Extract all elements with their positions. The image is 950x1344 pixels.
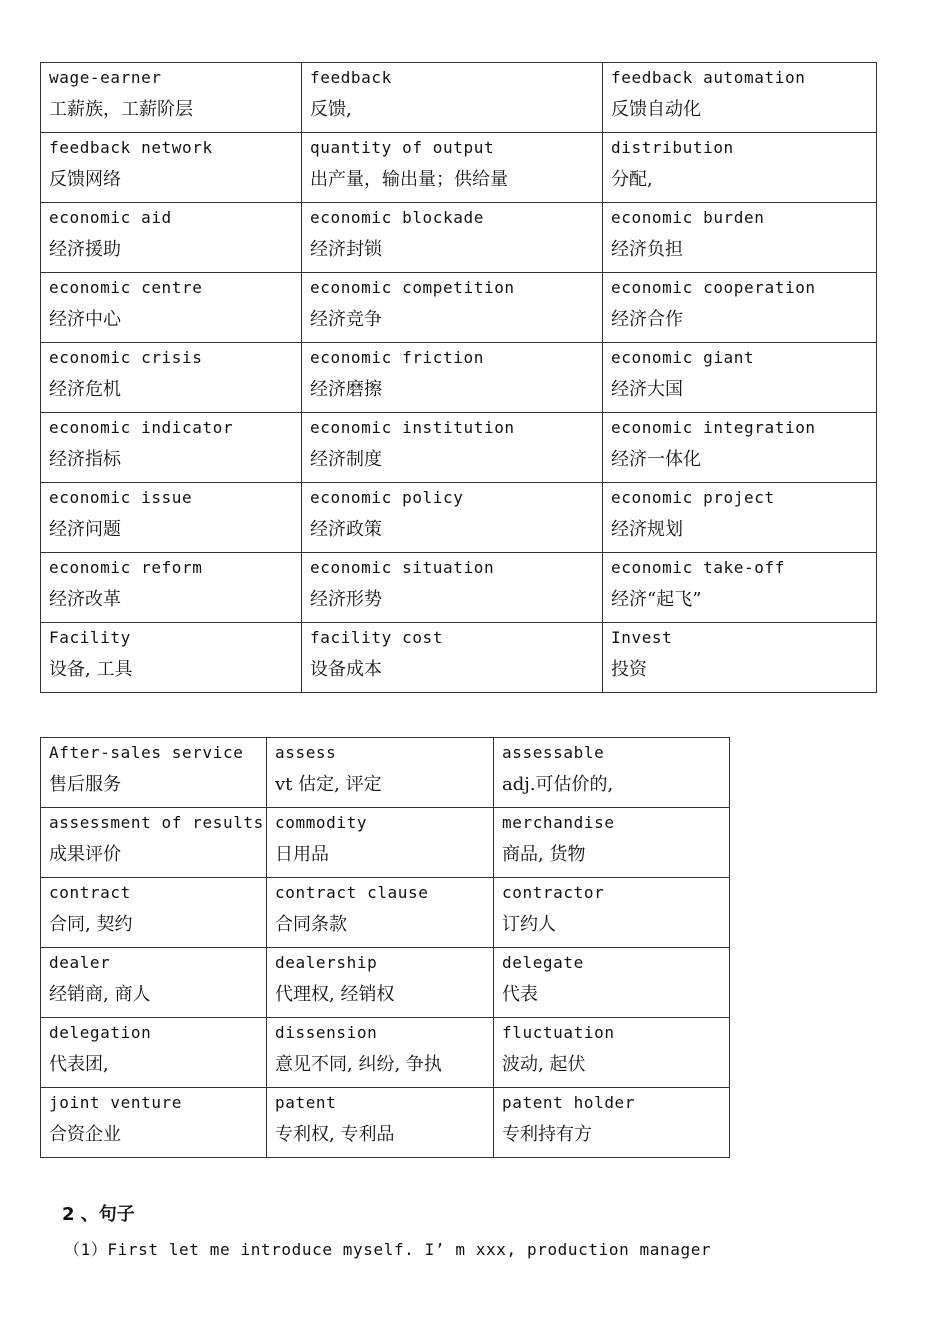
vocab-cell — [41, 273, 302, 343]
table-row — [41, 413, 877, 483]
english-term: assessment of results — [49, 813, 264, 832]
english-term: feedback automation — [611, 68, 806, 87]
english-term: economic competition — [310, 278, 515, 297]
chinese-translation: 经济指标 — [49, 449, 121, 470]
chinese-translation: 反馈网络 — [49, 169, 121, 190]
english-term: economic situation — [310, 558, 495, 577]
english-term: quantity of output — [310, 138, 495, 157]
english-term: economic burden — [611, 208, 765, 227]
vocab-cell — [302, 623, 603, 693]
english-term: After-sales service — [49, 743, 244, 762]
english-term: Invest — [611, 628, 673, 647]
vocab-cell — [494, 1088, 730, 1158]
vocab-cell — [41, 413, 302, 483]
vocab-cell — [41, 343, 302, 413]
vocab-cell — [41, 483, 302, 553]
english-term: economic integration — [611, 418, 816, 437]
english-term: assessable — [502, 743, 605, 762]
english-term: contractor — [502, 883, 605, 902]
vocab-cell — [302, 343, 603, 413]
chinese-translation: 意见不同, 纠纷, 争执 — [275, 1054, 442, 1075]
chinese-translation: 设备, 工具 — [49, 659, 133, 680]
chinese-translation: 专利权, 专利品 — [275, 1124, 395, 1145]
vocab-cell — [267, 1088, 494, 1158]
vocab-cell — [267, 1018, 494, 1088]
chinese-translation: 日用品 — [275, 844, 329, 865]
vocab-cell — [41, 738, 267, 808]
english-term: dealership — [275, 953, 378, 972]
chinese-translation: 反馈, — [310, 99, 352, 120]
vocab-cell — [603, 273, 877, 343]
table-row — [41, 623, 877, 693]
chinese-translation: 经济大国 — [611, 379, 683, 400]
vocab-table-1 — [40, 62, 877, 693]
section-heading: 2 、句子 — [62, 1204, 135, 1225]
vocab-cell — [267, 948, 494, 1018]
english-term: distribution — [611, 138, 734, 157]
vocab-table-2 — [40, 737, 730, 1158]
chinese-translation: 经济危机 — [49, 379, 121, 400]
vocab-cell — [603, 343, 877, 413]
chinese-translation: 代理权, 经销权 — [275, 984, 395, 1005]
chinese-translation: 经济竞争 — [310, 309, 382, 330]
chinese-translation: 经济负担 — [611, 239, 683, 260]
vocab-cell — [41, 203, 302, 273]
table-row — [41, 808, 730, 878]
english-term: economic blockade — [310, 208, 484, 227]
english-term: economic indicator — [49, 418, 234, 437]
vocab-cell — [603, 63, 877, 133]
chinese-translation: 专利持有方 — [502, 1124, 592, 1145]
english-term: patent — [275, 1093, 337, 1112]
chinese-translation: 经济封锁 — [310, 239, 382, 260]
chinese-translation: 经济“起飞” — [611, 589, 702, 610]
table-row — [41, 878, 730, 948]
vocab-cell — [41, 553, 302, 623]
chinese-translation: 工薪族，工薪阶层 — [49, 99, 193, 120]
table-row — [41, 483, 877, 553]
english-term: dealer — [49, 953, 111, 972]
english-term: assess — [275, 743, 337, 762]
chinese-translation: 出产量，输出量；供给量 — [310, 169, 508, 190]
english-term: fluctuation — [502, 1023, 615, 1042]
chinese-translation: 代表团, — [49, 1054, 109, 1075]
chinese-translation: 成果评价 — [49, 844, 121, 865]
vocab-cell — [267, 878, 494, 948]
english-term: economic project — [611, 488, 775, 507]
vocab-cell — [603, 413, 877, 483]
english-term: economic reform — [49, 558, 203, 577]
example-sentence: （1）First let me introduce myself. I’ m xxx, production manager — [64, 1240, 712, 1259]
table-row — [41, 273, 877, 343]
english-term: Facility — [49, 628, 131, 647]
table-row — [41, 343, 877, 413]
chinese-translation: 设备成本 — [310, 659, 382, 680]
vocab-cell — [302, 203, 603, 273]
chinese-translation: 反馈自动化 — [611, 99, 701, 120]
chinese-translation: 经济中心 — [49, 309, 121, 330]
english-term: merchandise — [502, 813, 615, 832]
vocab-cell — [603, 203, 877, 273]
english-term: dissension — [275, 1023, 378, 1042]
chinese-translation: 经济合作 — [611, 309, 683, 330]
chinese-translation: vt 估定, 评定 — [275, 774, 382, 795]
english-term: economic issue — [49, 488, 193, 507]
vocab-cell — [302, 273, 603, 343]
vocab-cell — [603, 623, 877, 693]
chinese-translation: 经济改革 — [49, 589, 121, 610]
vocab-cell — [41, 948, 267, 1018]
vocab-cell — [603, 553, 877, 623]
chinese-translation: 售后服务 — [49, 774, 121, 795]
chinese-translation: 经销商, 商人 — [49, 984, 151, 1005]
english-term: commodity — [275, 813, 368, 832]
vocab-cell — [41, 1018, 267, 1088]
vocab-cell — [494, 1018, 730, 1088]
english-term: economic take-off — [611, 558, 785, 577]
chinese-translation: 代表 — [502, 984, 538, 1005]
chinese-translation: 经济问题 — [49, 519, 121, 540]
chinese-translation: 经济形势 — [310, 589, 382, 610]
table-row — [41, 63, 877, 133]
chinese-translation: 经济政策 — [310, 519, 382, 540]
vocab-cell — [494, 878, 730, 948]
vocab-cell — [302, 553, 603, 623]
english-term: economic aid — [49, 208, 172, 227]
vocab-cell — [267, 808, 494, 878]
table-row — [41, 133, 877, 203]
english-term: facility cost — [310, 628, 444, 647]
vocab-cell — [302, 133, 603, 203]
vocab-cell — [302, 63, 603, 133]
chinese-translation: 合同条款 — [275, 914, 347, 935]
chinese-translation: 经济援助 — [49, 239, 121, 260]
english-term: patent holder — [502, 1093, 636, 1112]
english-term: feedback — [310, 68, 392, 87]
english-term: delegate — [502, 953, 584, 972]
chinese-translation: 经济磨擦 — [310, 379, 382, 400]
chinese-translation: 商品, 货物 — [502, 844, 586, 865]
english-term: economic centre — [49, 278, 203, 297]
vocab-cell — [41, 878, 267, 948]
vocab-cell — [302, 413, 603, 483]
table-row — [41, 1088, 730, 1158]
table-row — [41, 738, 730, 808]
table-row — [41, 553, 877, 623]
chinese-translation: 投资 — [611, 659, 647, 680]
english-term: joint venture — [49, 1093, 183, 1112]
english-term: economic friction — [310, 348, 484, 367]
vocab-cell — [41, 1088, 267, 1158]
chinese-translation: 订约人 — [502, 914, 556, 935]
chinese-translation: adj.可估价的, — [502, 774, 614, 795]
english-term: contract — [49, 883, 131, 902]
chinese-translation: 合资企业 — [49, 1124, 121, 1145]
vocab-cell — [603, 483, 877, 553]
vocab-cell — [494, 948, 730, 1018]
table-row — [41, 948, 730, 1018]
vocab-cell — [302, 483, 603, 553]
table-row — [41, 203, 877, 273]
vocab-cell — [41, 133, 302, 203]
vocab-cell — [41, 808, 267, 878]
vocab-cell — [267, 738, 494, 808]
chinese-translation: 经济制度 — [310, 449, 382, 470]
vocab-cell — [494, 808, 730, 878]
english-term: economic crisis — [49, 348, 203, 367]
chinese-translation: 分配, — [611, 169, 653, 190]
vocab-cell — [41, 63, 302, 133]
chinese-translation: 经济规划 — [611, 519, 683, 540]
english-term: economic policy — [310, 488, 464, 507]
english-term: economic institution — [310, 418, 515, 437]
vocab-cell — [494, 738, 730, 808]
chinese-translation: 波动, 起伏 — [502, 1054, 586, 1075]
chinese-translation: 合同, 契约 — [49, 914, 133, 935]
vocab-cell — [603, 133, 877, 203]
english-term: delegation — [49, 1023, 152, 1042]
vocab-cell — [41, 623, 302, 693]
english-term: economic cooperation — [611, 278, 816, 297]
english-term: wage-earner — [49, 68, 162, 87]
chinese-translation: 经济一体化 — [611, 449, 701, 470]
table-row — [41, 1018, 730, 1088]
english-term: contract clause — [275, 883, 429, 902]
english-term: feedback network — [49, 138, 213, 157]
english-term: economic giant — [611, 348, 755, 367]
